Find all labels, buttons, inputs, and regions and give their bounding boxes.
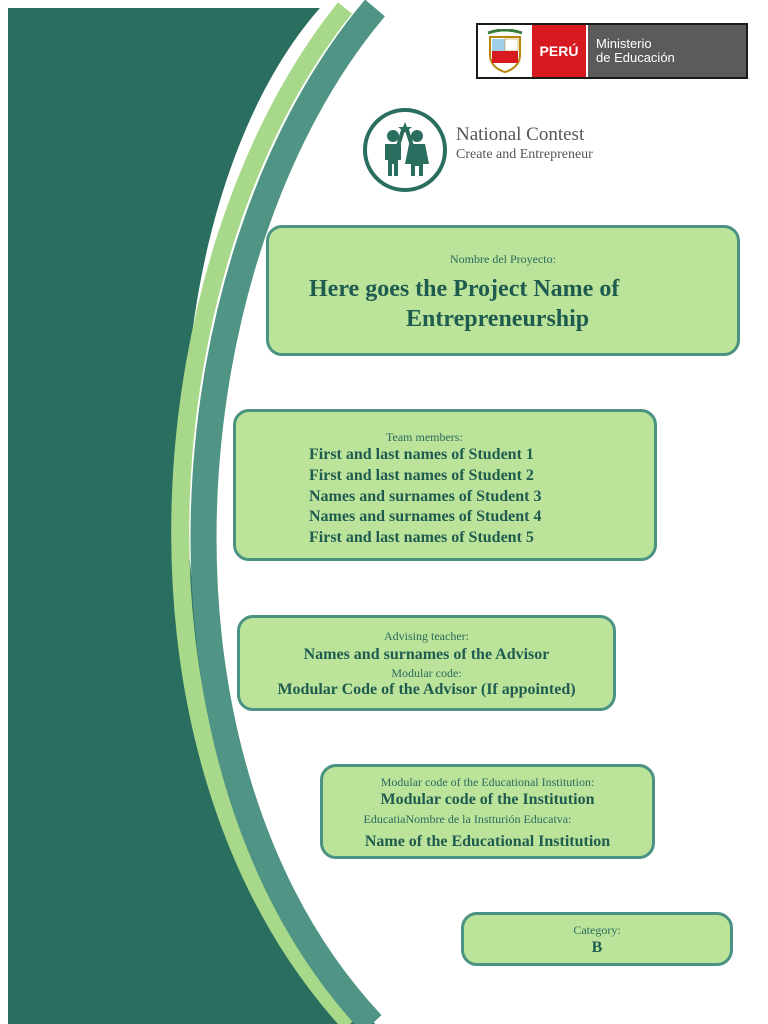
project-name-line1: Here goes the Project Name of bbox=[309, 276, 620, 302]
institution-box bbox=[320, 764, 655, 859]
advisor-box bbox=[237, 615, 616, 711]
contest-subtitle: Create and Entrepreneur bbox=[456, 147, 593, 162]
team-member: First and last names of Student 5 bbox=[309, 529, 534, 547]
advisor-code: Modular Code of the Advisor (If appointed) bbox=[277, 681, 576, 698]
team-member: First and last names of Student 2 bbox=[309, 466, 534, 484]
institution-name: Name of the Educational Institution bbox=[364, 833, 611, 850]
team-member: Names and surnames of Student 3 bbox=[309, 487, 542, 505]
team-member: Names and surnames of Student 4 bbox=[309, 508, 542, 526]
ministry-line1: Ministerio bbox=[596, 36, 652, 51]
contest-title: National Contest bbox=[456, 124, 585, 145]
category-box bbox=[461, 912, 733, 966]
team-member: First and last names of Student 1 bbox=[309, 446, 534, 463]
team-members-box bbox=[233, 409, 657, 561]
institution-code-label: Modular code of the Educational Institution: bbox=[380, 775, 595, 789]
project-name-box bbox=[266, 225, 740, 356]
project-label: Nombre del Proyecto: bbox=[450, 252, 556, 266]
children-star-icon bbox=[363, 108, 447, 192]
country-label: PERÚ bbox=[532, 25, 586, 77]
coat-of-arms-icon bbox=[478, 25, 532, 77]
ministry-line2: de Educación bbox=[596, 50, 675, 65]
advisor-code-label: Modular code: bbox=[391, 666, 462, 680]
advisor-label: Advising teacher: bbox=[384, 629, 469, 643]
advisor-name: Names and surnames of the Advisor bbox=[303, 646, 550, 663]
institution-code: Modular code of the Institution bbox=[380, 791, 595, 808]
institution-name-label: EducatiaNombre de la Instturión Educatva: bbox=[363, 812, 572, 826]
team-member-list bbox=[309, 445, 541, 549]
category-label: Category: bbox=[573, 923, 621, 937]
team-label: Team members: bbox=[386, 430, 463, 444]
ministry-name bbox=[586, 25, 746, 77]
project-name-line2: Entrepreneurship bbox=[406, 306, 590, 332]
category-value: B bbox=[591, 939, 603, 956]
ministry-logo bbox=[476, 23, 748, 79]
